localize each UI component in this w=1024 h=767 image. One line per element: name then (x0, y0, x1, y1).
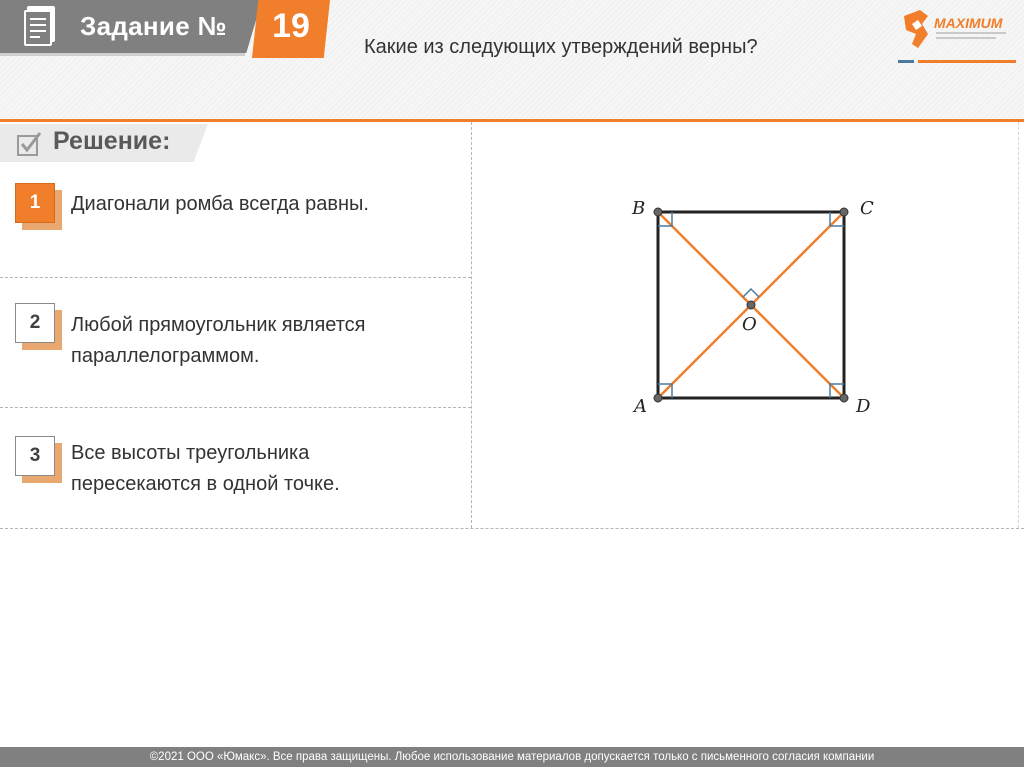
task-number: 19 (272, 7, 310, 45)
statement-2-line-2: параллелограммом. (71, 345, 260, 367)
right-angle-mark-o (743, 289, 759, 297)
row-divider-2 (0, 407, 471, 408)
label-b: B (632, 198, 646, 219)
label-d: D (856, 396, 871, 417)
header-accent-line (0, 119, 1024, 122)
point-c (840, 208, 848, 216)
label-o: O (742, 314, 757, 335)
footer-copyright: ©2021 ООО «Юмакс». Все права защищены. Любое использование материалов допускается только с письменного согласия компании (0, 747, 1024, 767)
statement-3-number[interactable]: 3 (15, 436, 55, 476)
task-badge-shadow (0, 53, 245, 56)
right-border (1018, 122, 1019, 528)
point-a (654, 394, 662, 402)
maximum-logo (898, 4, 1018, 66)
point-d (840, 394, 848, 402)
square-diagram (620, 190, 890, 420)
label-a: A (634, 396, 647, 417)
checkbox-check-icon (16, 131, 42, 157)
statement-3-line-2: пересекаются в одной точке. (71, 473, 340, 495)
point-o (747, 301, 755, 309)
statement-3-line-1: Все высоты треугольника (71, 442, 310, 464)
logo-text: MAXIMUM (934, 15, 1003, 31)
statement-1-text (71, 189, 369, 220)
label-c: C (860, 198, 874, 219)
statement-2-line-1: Любой прямоугольник является (71, 314, 366, 336)
row-divider-1 (0, 277, 471, 278)
solution-label: Решение: (53, 127, 171, 155)
document-icon (24, 6, 58, 46)
statement-1-number[interactable]: 1 (15, 183, 55, 223)
statement-2-text (71, 310, 366, 372)
statement-3-text (71, 438, 340, 500)
point-b (654, 208, 662, 216)
statement-2-number[interactable]: 2 (15, 303, 55, 343)
statement-1-line-1: Диагонали ромба всегда равны. (71, 193, 369, 215)
row-divider-3 (0, 528, 1024, 529)
task-label: Задание № (80, 11, 227, 41)
column-divider (471, 122, 472, 528)
question-text: Какие из следующих утверждений верны? (364, 36, 758, 58)
